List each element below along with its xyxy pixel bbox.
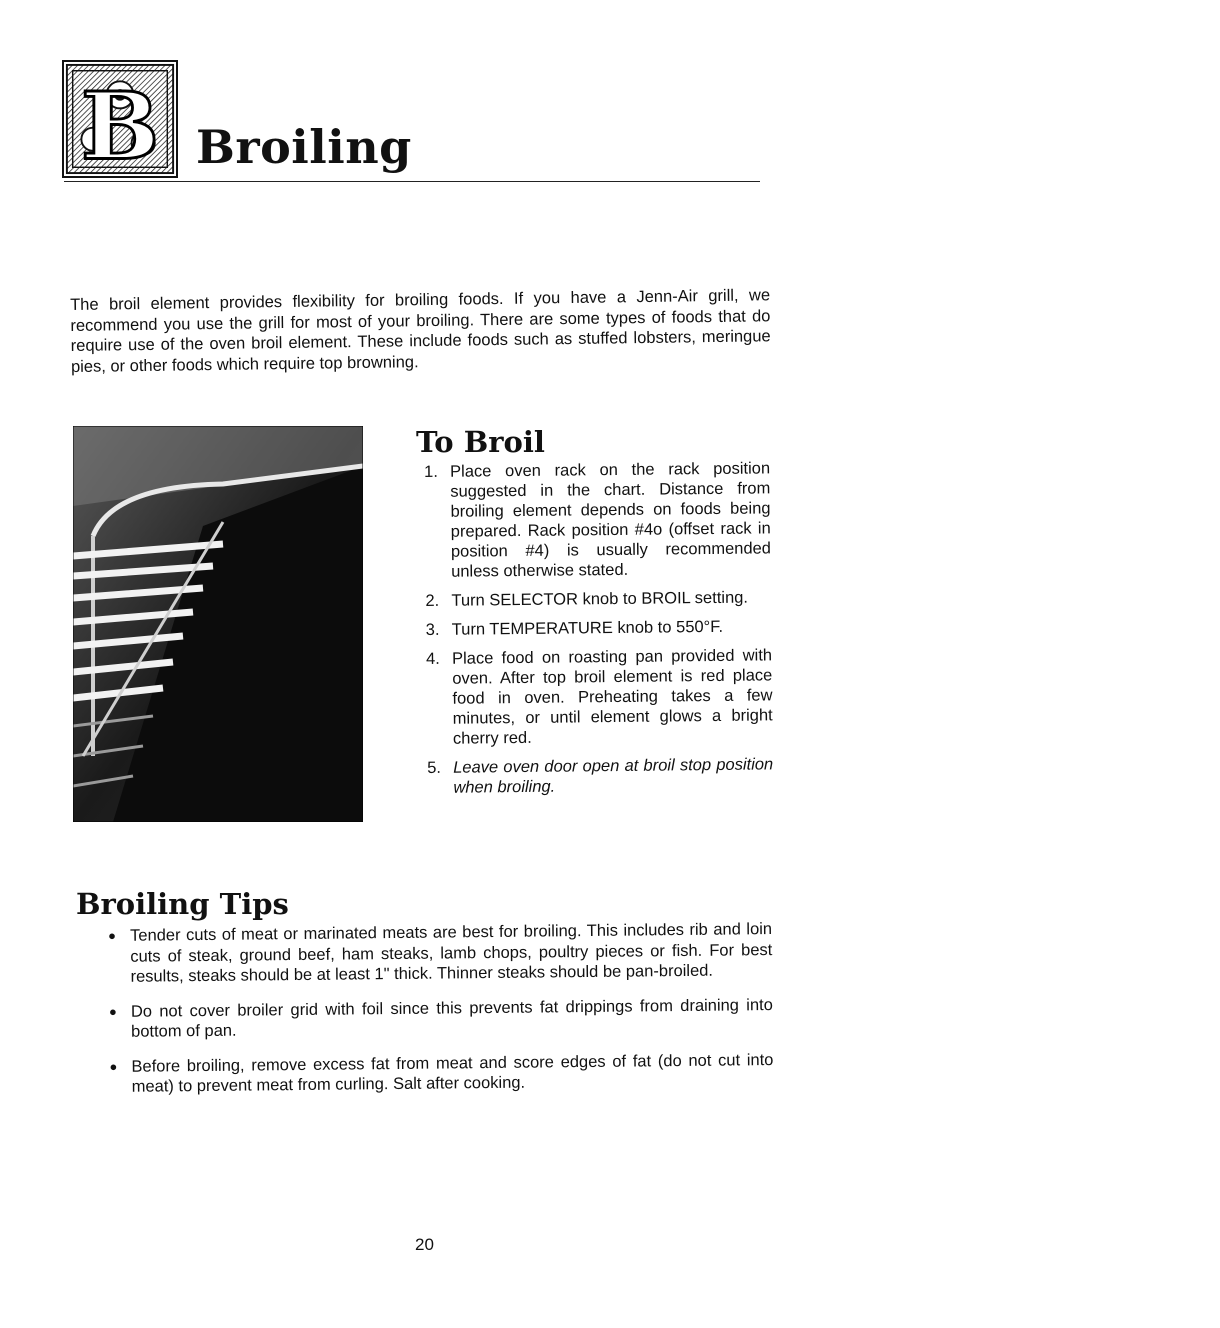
broiling-tips-heading: Broiling Tips	[76, 887, 289, 921]
step-text: Place oven rack on the rack position suggested in the chart. Distance from broiling element depends on foods being prepared. Rack position #4o (offset rack in position #4) is usually recommended unless otherwise stated.	[450, 459, 772, 581]
svg-text:B: B	[80, 71, 160, 176]
step-number: 4.	[425, 649, 440, 668]
bullet-icon: ●	[108, 927, 117, 943]
ornamental-b-icon	[64, 62, 176, 176]
broil-steps-list	[424, 458, 774, 807]
tip-text: Tender cuts of meat or marinated meats are best for broiling. This includes rib and loin cuts of steak, ground beef, ham steaks, lamb chops, poultry pieces or fish. For best results, steaks should be at least 1" thick. Thinner steaks should be pan-broiled.	[130, 920, 773, 986]
bullet-icon: ●	[109, 1058, 118, 1074]
step-item	[426, 616, 772, 640]
step-item	[424, 458, 771, 582]
tip-text: Do not cover broiler grid with foil since this prevents fat drippings from draining into bottom of pan.	[130, 995, 773, 1041]
step-text: Turn SELECTOR knob to BROIL setting.	[451, 588, 749, 610]
step-item	[426, 645, 773, 749]
drop-cap-ornament	[62, 60, 178, 178]
bullet-icon: ●	[108, 1003, 117, 1019]
step-number: 2.	[425, 591, 440, 610]
to-broil-heading: To Broil	[416, 425, 545, 459]
step-number: 1.	[424, 462, 438, 481]
step-text: Turn TEMPERATURE knob to 550°F.	[451, 617, 724, 639]
step-number: 3.	[425, 620, 440, 639]
tip-text: Before broiling, remove excess fat from meat and score edges of fat (do not cut into meat) to prevent meat from curling. Salt after cooking.	[131, 1050, 774, 1096]
broiling-tips-list	[108, 919, 774, 1111]
step-number: 5.	[427, 758, 442, 777]
page-number: 20	[415, 1235, 434, 1254]
step-item	[425, 587, 771, 611]
title-divider	[64, 181, 760, 182]
intro-paragraph: The broil element provides flexibility for broiling foods. If you have a Jenn-Air grill, we recommend you use the grill for most of your broiling. There are some types of foods that do require use of the oven broil element. These include foods such as stuffed lobsters, meringue pies, or other foods which require top browning.	[70, 285, 771, 375]
step-text: Leave oven door open at broil stop position when broiling.	[453, 755, 774, 797]
step-item	[427, 754, 773, 798]
tip-item	[109, 1050, 773, 1098]
page-title: Broiling	[196, 120, 412, 174]
tip-item	[109, 995, 773, 1043]
step-text: Place food on roasting pan provided with oven. After top broil element is red place food in oven. Preheating takes a few minutes, or until element glows a bright cherry red.	[451, 646, 773, 748]
tip-item	[108, 919, 773, 987]
oven-rack-photo	[73, 426, 363, 822]
